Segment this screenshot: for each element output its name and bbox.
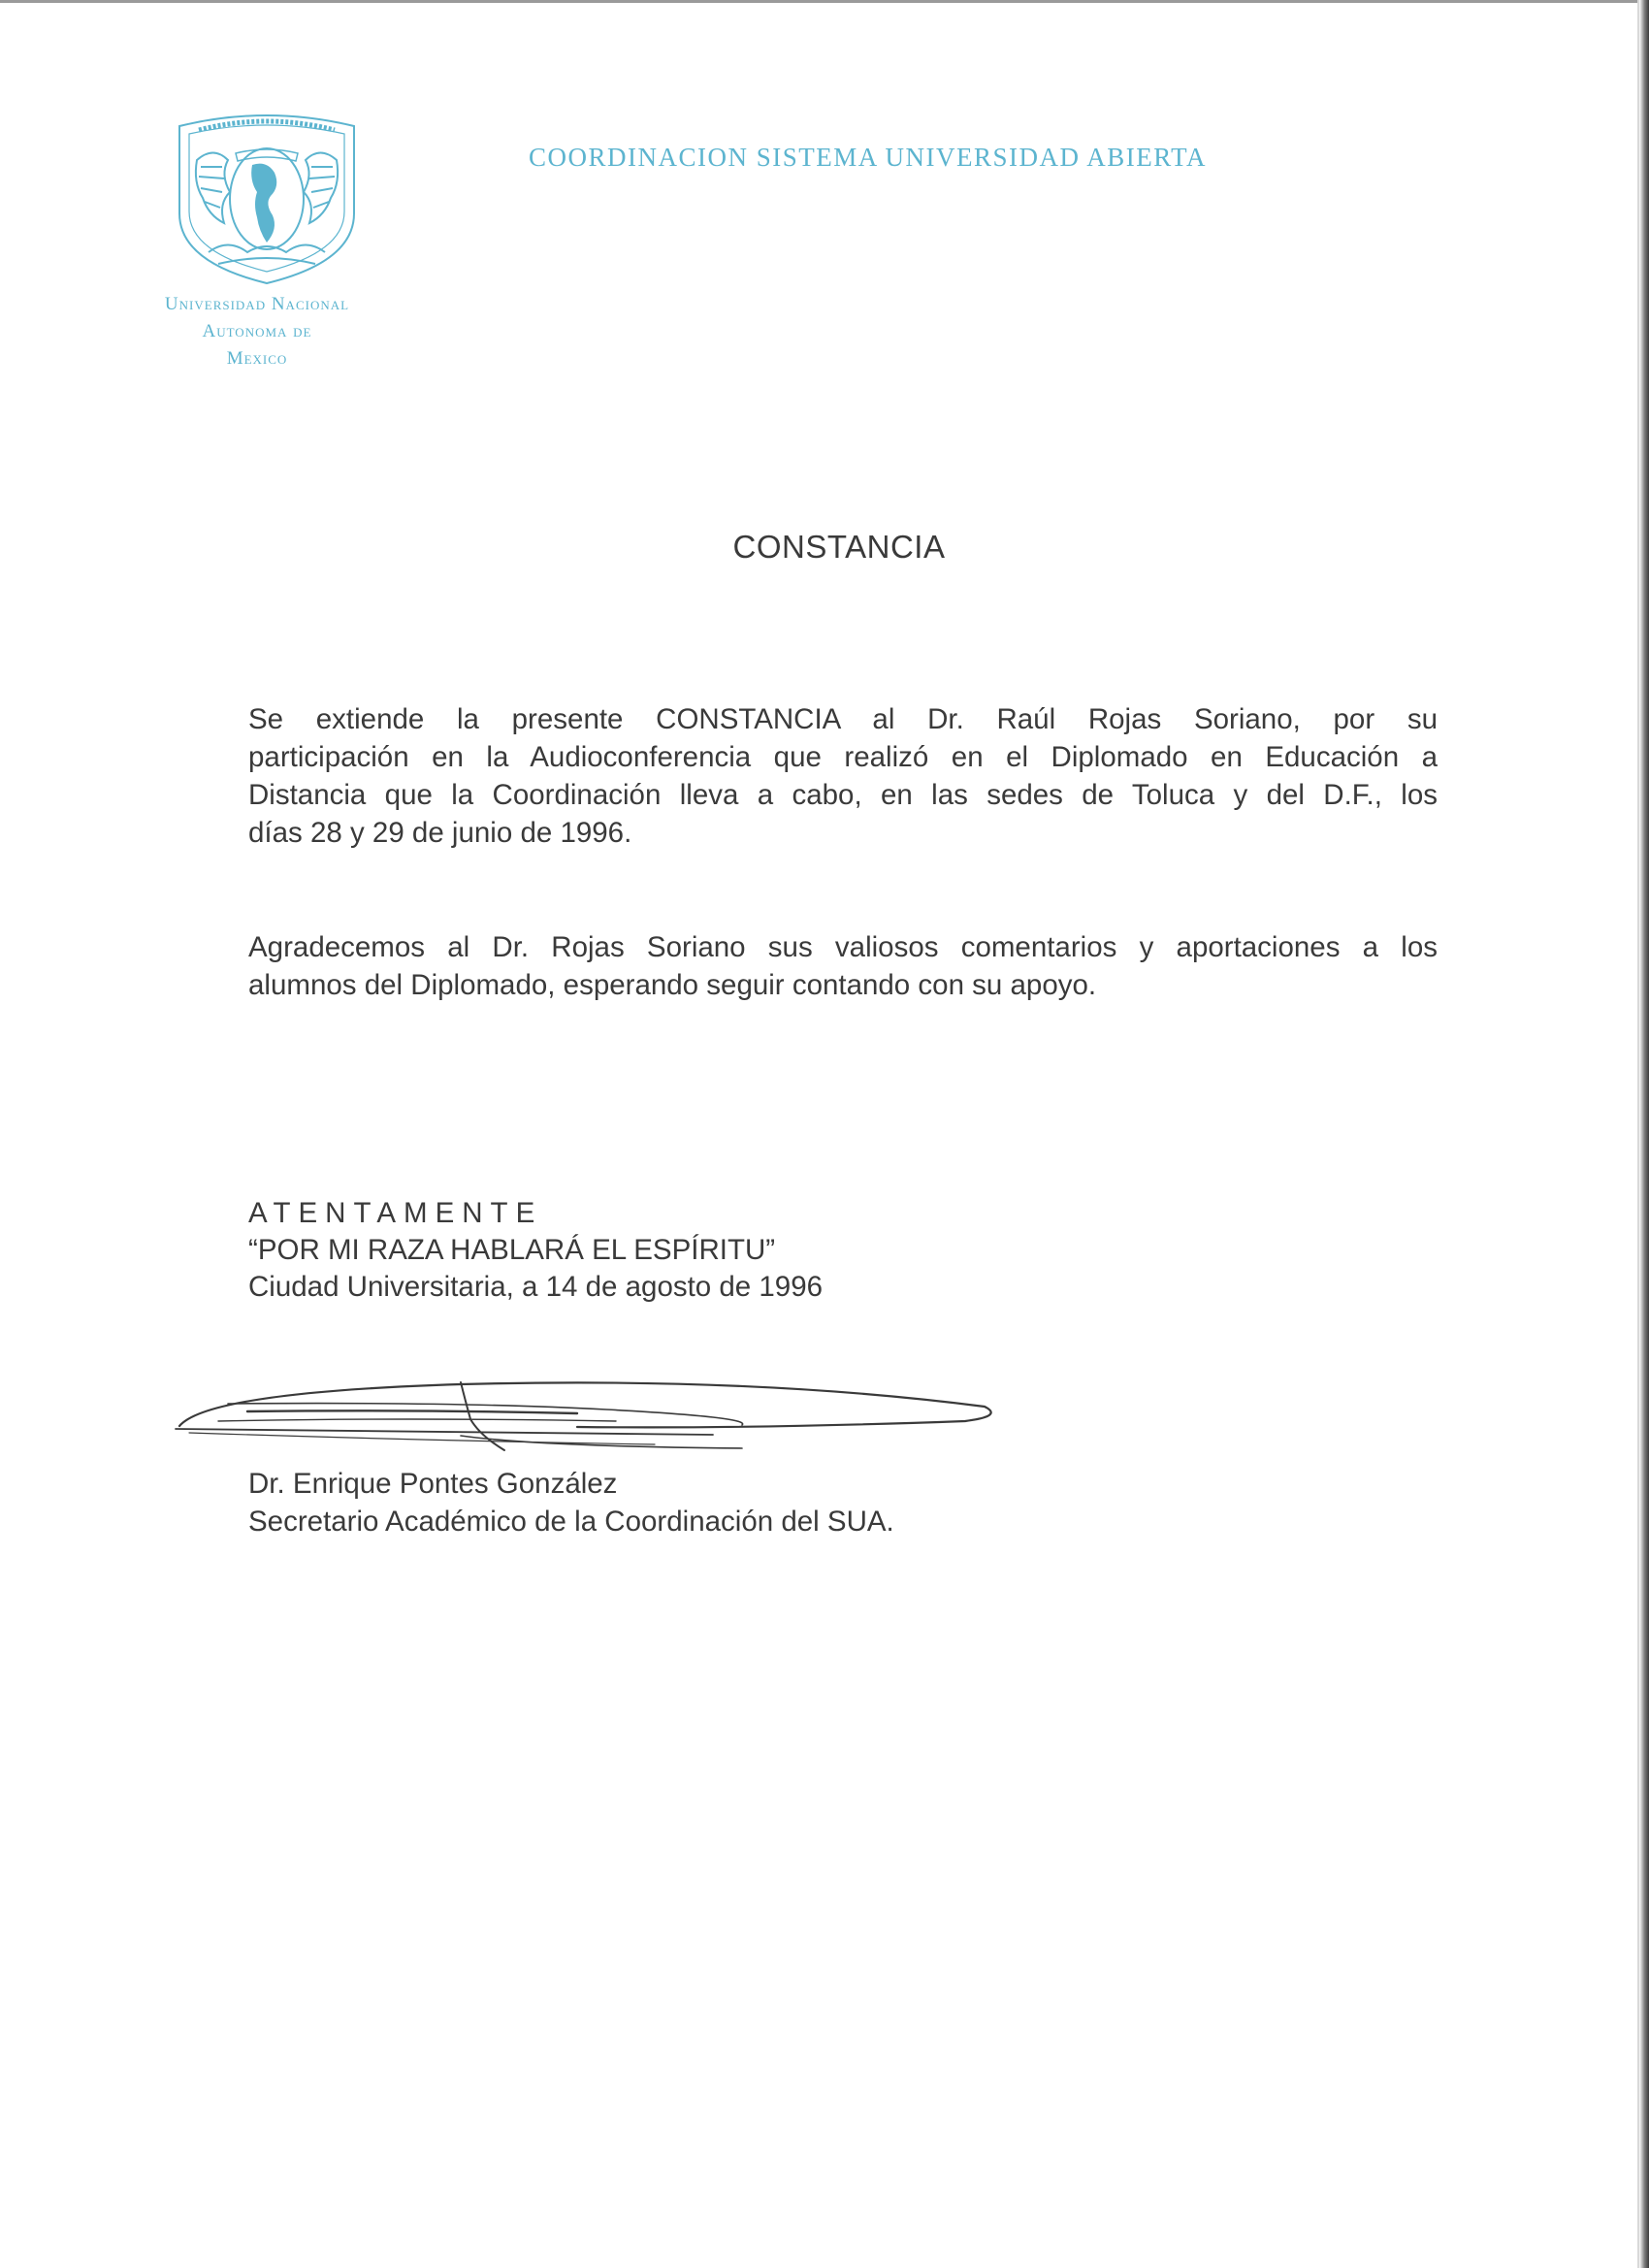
paragraph-1-line: Se extiende la presente CONSTANCIA al Dr. Raúl Rojas Soriano, por su xyxy=(248,703,1438,735)
paragraph-2-line: alumnos del Diplomado, esperando seguir contando con su apoyo. xyxy=(248,969,1097,1001)
paragraph-2 xyxy=(248,928,1438,1004)
document-title: CONSTANCIA xyxy=(732,529,946,565)
letterhead-coordination: COORDINACION SISTEMA UNIVERSIDAD ABIERTA xyxy=(529,143,1207,172)
signer-name: Dr. Enrique Pontes González xyxy=(248,1468,618,1500)
closing-block xyxy=(248,1195,1024,1306)
unam-seal-icon xyxy=(160,107,373,291)
paragraph-1 xyxy=(248,700,1438,852)
paragraph-1-line: participación en la Audioconferencia que realizó en el Diplomado en Educación a xyxy=(248,741,1438,773)
signer-block xyxy=(248,1465,1121,1540)
signature xyxy=(170,1353,1014,1460)
closing-place-date: Ciudad Universitaria, a 14 de agosto de 1996 xyxy=(248,1271,824,1303)
scan-right-edge xyxy=(1639,0,1649,2268)
seal-caption-line-1: Universidad Nacional xyxy=(164,294,350,314)
seal-caption-line-3: Mexico xyxy=(226,348,288,369)
paragraph-1-line: días 28 y 29 de junio de 1996. xyxy=(248,817,632,849)
paragraph-2-line: Agradecemos al Dr. Rojas Soriano sus valiosos comentarios y aportaciones a los xyxy=(248,931,1438,963)
scan-top-edge xyxy=(0,0,1649,3)
closing-salutation: ATENTAMENTE xyxy=(248,1197,543,1229)
paragraph-1-line: Distancia que la Coordinación lleva a cabo, en las sedes de Toluca y del D.F., los xyxy=(248,779,1438,811)
seal-caption xyxy=(116,291,398,373)
seal-caption-line-2: Autonoma de xyxy=(202,321,312,341)
signer-position: Secretario Académico de la Coordinación del SUA. xyxy=(248,1506,894,1538)
closing-motto: “POR MI RAZA HABLARÁ EL ESPÍRITU” xyxy=(248,1234,776,1266)
